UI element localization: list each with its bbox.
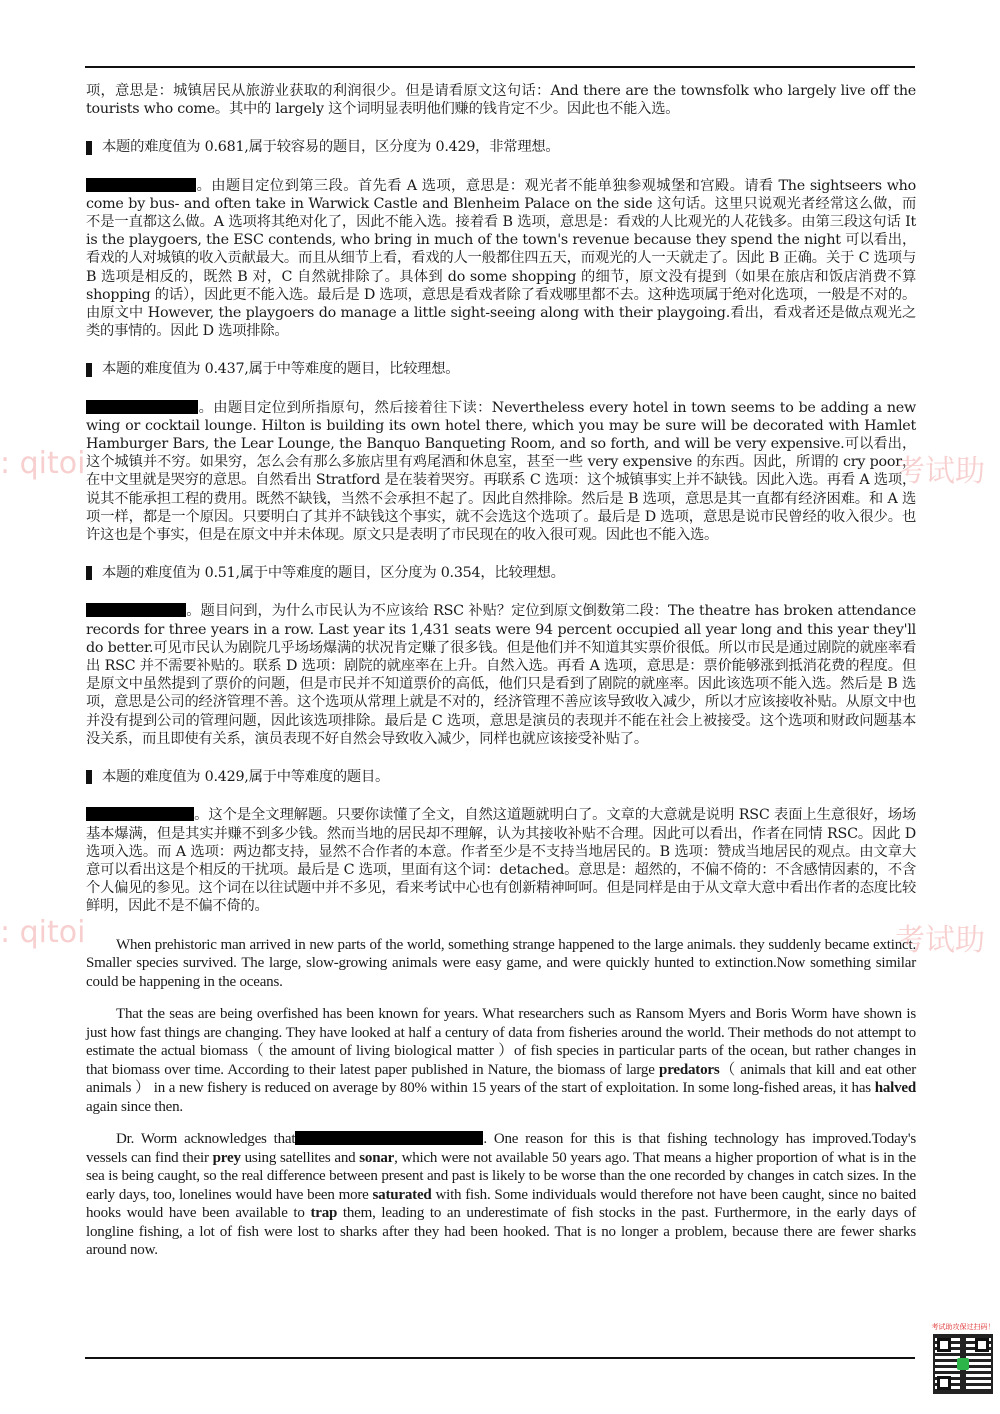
bullet-marker bbox=[86, 141, 92, 155]
watermark-left: : qitoi bbox=[0, 446, 86, 481]
top-rule bbox=[85, 66, 915, 68]
difficulty-note bbox=[86, 138, 916, 156]
difficulty-note bbox=[86, 360, 916, 378]
watermark-left: : qitoi bbox=[0, 915, 86, 950]
bullet-marker bbox=[86, 770, 92, 784]
bold-term: trap bbox=[310, 1205, 338, 1222]
qr-code-icon[interactable] bbox=[933, 1334, 993, 1394]
passage-paragraph bbox=[86, 1005, 916, 1116]
paragraph-text: 。由题目定位到所指原句，然后接着往下读：Nevertheless every hotel in town seems to be adding a new wing or cocktail lounge. Hilton is building its own hotel there, which you may be sure will be decorated with Hamlet Hamburger Bars, the Lear Lounge, the Banquo Banqueting Room, and so forth, and will be very expensive.可以看出，这个城镇并不穷。如果穷，怎么会有那么多旅店里有鸡尾酒和休息室，甚至一些 very expensive 的东西。因此，所谓的 cry poor，在中文里就是哭穷的意思。自然看出 Stratford 是在装着哭穷。再联系 C 选项：这个城镇事实上并不缺钱。因此入选。再看 A 选项，说其不能承担工程的费用。既然不缺钱，当然不会承担不起了。因此自然排除。然后是 B 选项，意思是其一直都有经济困难。和 A 选项一样，都是一个原因。只要明白了其并不缺钱这个事实，就不会选这个选项了。最后是 D 选项，意思是说市民曾经的收入很少。也许这也是个事实，但是在原文中并未体现。原文只是表明了市民现在的收入很可观。因此也不能入选。 bbox=[86, 399, 916, 544]
qr-logo-icon bbox=[957, 1358, 969, 1370]
qr-finder-icon bbox=[937, 1376, 951, 1390]
bold-term: saturated bbox=[372, 1186, 432, 1203]
passage-text: , which were not available 50 years ago. That means a higher proportion of what is in the sea is being caught, so the real difference between present and past is likely to be worse than the one recorded by changes in catch sizes. In the early days, too, lonelines would have been more bbox=[86, 1149, 916, 1203]
passage-text: them, leading to an underestimate of fish stocks in the past. Furthermore, in the early days of longline fishing, a lot of fish were lost to sharks after they had been hooked. That is no longer a problem, because there are fewer sharks around now. bbox=[86, 1205, 916, 1259]
paragraph-text: 。由题目定位到第三段。首先看 A 选项，意思是：观光者不能单独参观城堡和宫殿。请看 The sightseers who come by bus- and often take in Warwick Castle and Blenheim Palace on the side 这句话。这里只说观光者经常这么做，而不是一直都这么做。A 选项将其绝对化了，因此不能入选。接着看 B 选项，意思是：看戏的人比观光的人花钱多。由第三段这句话 It is the playgoers, the ESC contends, who bring in much of the town's revenue because they spend the night 可以看出，看戏的人对城镇的收入贡献最大。而且从细节上看，看戏的人一般都住四五天，而观光的人一天就走了。因此 B 正确。关于 C 选项与 B 选项是相反的，既然 B 对，C 自然就排除了。具体到 do some shopping 的细节，原文没有提到（如果在旅店和饭店消费不算 shopping 的话），因此更不能入选。最后是 D 选项，意思是看戏者除了看戏哪里都不去。这种选项属于绝对化选项，一般是不对的。由原文中 However, the playgoers do manage a little sight-seeing along with their playgoing.看出，看戏者还是做点观光之类的事情的。因此 D 选项排除。 bbox=[86, 177, 916, 340]
difficulty-text: 本题的难度值为 0.681,属于较容易的题目，区分度为 0.429，非常理想。 bbox=[102, 139, 560, 156]
redaction-bar bbox=[295, 1131, 483, 1145]
difficulty-note bbox=[86, 564, 916, 582]
passage-text: . One reason for this is that fishing technology has improved.Today's vessels can find their bbox=[86, 1131, 916, 1166]
paragraph bbox=[86, 177, 916, 341]
bold-term: halved bbox=[874, 1080, 916, 1097]
bold-term: predators bbox=[659, 1061, 720, 1078]
passage-text: with fish. Some individuals would therefore not have been caught, since no baited hooks would have been available to bbox=[86, 1186, 916, 1222]
spacer bbox=[86, 1116, 916, 1130]
paragraph bbox=[86, 806, 916, 915]
redaction-bar bbox=[86, 400, 198, 414]
paragraph-text: 。这个是全文理解题。只要你读懂了全文，自然这道题就明白了。文章的大意就是说明 RSC 表面上生意很好，场场基本爆满，但是其实并赚不到多少钱。然而当地的居民却不理解，认为其接收补贴不合理。因此可以看出，作者在同情 RSC。因此 D 选项入选。而 A 选项：两边都支持，显然不合作者的本意。作者至少是不支持当地居民的。B 选项：赞成当地居民的观点。由文章大意可以看出这是个相反的干扰项。最后是 C 选项，里面有这个词：detached。意思是：超然的，不偏不倚的：不含感情因素的，不含个人偏见的参见。这个词在以往试题中并不多见，看来考试中心也有创新精神呵呵。但是同样是由于从文章大意中看出作者的态度比较鲜明，因此不是不偏不倚的。 bbox=[86, 807, 916, 915]
difficulty-text: 本题的难度值为 0.437,属于中等难度的题目，比较理想。 bbox=[102, 361, 460, 378]
passage-text: That the seas are being overfished has been known for years. What researchers such as Ransom Myers and Boris Worm have shown is just how fast things are changing. They have looked at half a century of data from fisheries around the world. Their methods do not attempt to estimate the actual biomass（ the amount of living biological matter ）of fish species in particular parts of the ocean, but rather changes in that biomass over time. According to their latest paper published in Nature, the biomass of large bbox=[86, 1006, 916, 1078]
bold-term: sonar bbox=[359, 1149, 395, 1166]
passage-paragraph bbox=[86, 1130, 916, 1260]
spacer bbox=[86, 582, 916, 602]
watermark-right: 考试助 bbox=[895, 454, 985, 489]
spacer bbox=[86, 379, 916, 399]
passage-paragraph: When prehistoric man arrived in new parts of the world, something strange happened to the large animals. they suddenly became extinct. Smaller species survived. The large, slow-growing animals were easy game, and were quickly hunted to extinction.Now something similar could be happening in the oceans. bbox=[86, 936, 916, 990]
qr-code-block[interactable] bbox=[930, 1322, 996, 1394]
spacer bbox=[86, 786, 916, 806]
bold-term: prey bbox=[212, 1149, 241, 1166]
paragraph bbox=[86, 399, 916, 545]
passage-text: again since then. bbox=[86, 1098, 183, 1115]
redaction-bar bbox=[86, 178, 196, 192]
difficulty-text: 本题的难度值为 0.51,属于中等难度的题目，区分度为 0.354，比较理想。 bbox=[102, 565, 565, 582]
bullet-marker bbox=[86, 566, 92, 580]
bottom-rule bbox=[85, 1357, 915, 1359]
spacer bbox=[86, 544, 916, 564]
paragraph: 项，意思是：城镇居民从旅游业获取的利润很少。但是请看原文这句话：And there are the townsfolk who largely live off the tourists who come。其中的 largely 这个词明显表明他们赚的钱肯定不少。因此也不能入选。 bbox=[86, 83, 916, 118]
passage-text: Dr. Worm acknowledges that bbox=[116, 1131, 296, 1148]
spacer bbox=[86, 748, 916, 768]
passage-text: （ animals that kill and eat other animals ） in a new fishery is reduced on average by 80% within 15 years of the start of exploitation. In some long-fished areas, it has bbox=[86, 1061, 917, 1097]
redaction-bar bbox=[86, 603, 186, 617]
watermark-right: 考试助 bbox=[895, 923, 985, 958]
paragraph-text: 。题目问到，为什么市民认为不应该给 RSC 补贴？定位到原文倒数第二段：The theatre has broken attendance records for three years in a row. Last year its 1,431 seats were 94 percent occupied all year long and this year they'll do better.可见市民认为剧院几乎场场爆满的状况肯定赚了很多钱。但是他们并不知道其实票价很低。所以市民是通过剧院的就座率看出 RSC 并不需要补贴的。联系 D 选项：剧院的就座率在上升。自然入选。再看 A 选项，意思是：票价能够涨到抵消花费的程度。但是原文中虽然提到了票价的问题，但是市民并不知道票价的高低，他们只是看到了剧院的就座率。因此该选项不能入选。然后是 B 选项，意思是公司的经济管理不善。这个选项从常理上就是不对的，经济管理不善应该导致收入减少，所以才应该接收补贴。从原文中也并没有提到公司的管理问题，因此该选项排除。最后是 C 选项，意思是演员的表现并不能在社会上被接受。这个选项和财政问题基本没关系，而且即使有关系，演员表现不好自然会导致收入减少，同样也就应该接受补贴了。 bbox=[86, 603, 916, 747]
document-body bbox=[86, 82, 916, 1260]
difficulty-note bbox=[86, 768, 916, 786]
spacer bbox=[86, 340, 916, 360]
bullet-marker bbox=[86, 363, 92, 377]
redaction-bar bbox=[86, 807, 194, 821]
qr-label: 考试助攻保过扫码！ bbox=[931, 1323, 995, 1331]
spacer bbox=[86, 118, 916, 138]
spacer bbox=[86, 157, 916, 177]
difficulty-text: 本题的难度值为 0.429,属于中等难度的题目。 bbox=[102, 769, 390, 786]
paragraph bbox=[86, 602, 916, 748]
passage-text: using satellites and bbox=[240, 1149, 360, 1166]
spacer bbox=[86, 916, 916, 936]
spacer bbox=[86, 991, 916, 1005]
